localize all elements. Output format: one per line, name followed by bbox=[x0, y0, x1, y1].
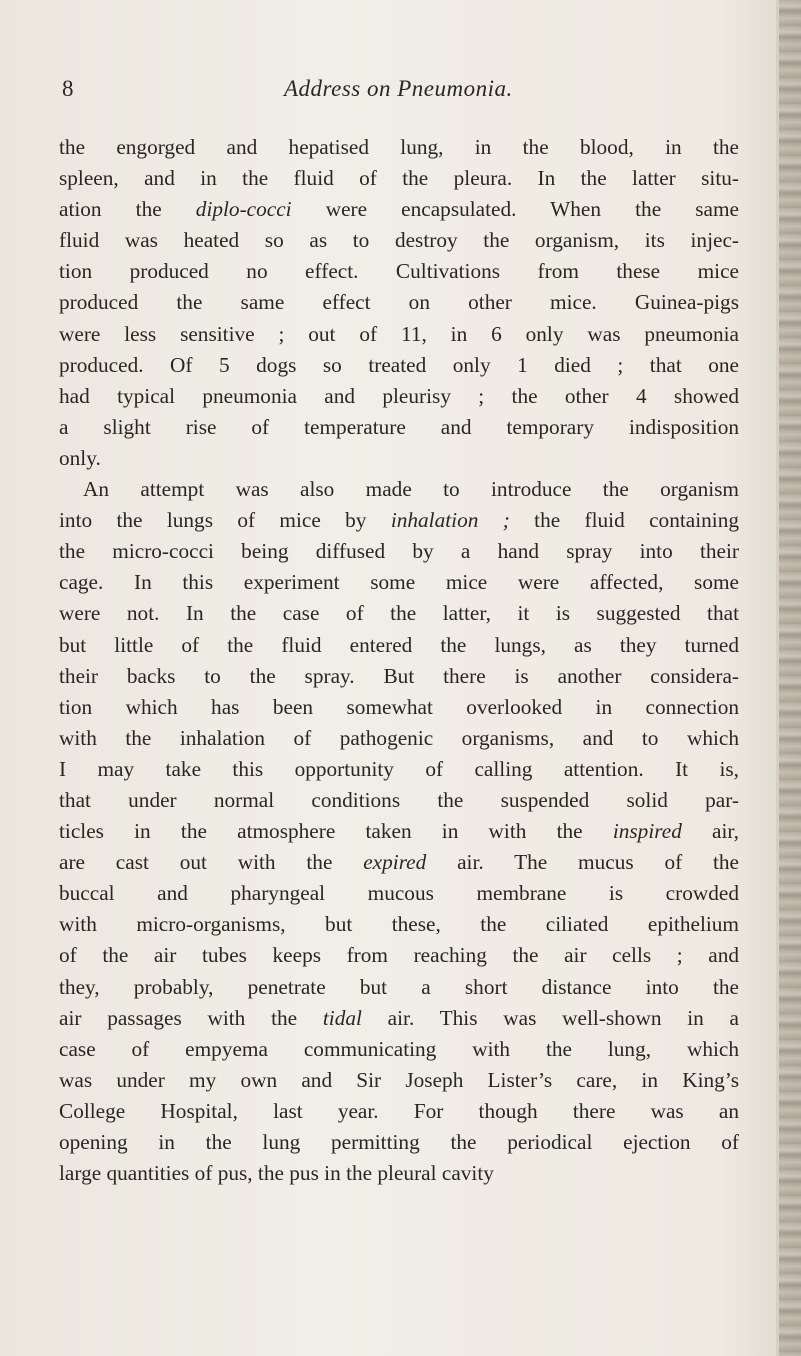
running-title: Address on Pneumonia. bbox=[284, 76, 513, 101]
text-line bbox=[59, 785, 739, 816]
text-run: ticles in the atmosphere taken in with the bbox=[59, 819, 613, 844]
text-line bbox=[59, 723, 739, 754]
text-line bbox=[59, 909, 739, 940]
text-run: were encapsulated. When the same bbox=[291, 197, 739, 222]
text-run: air, bbox=[681, 819, 739, 844]
italic-run: inhalation ; bbox=[390, 508, 510, 533]
text-run: large quantities of pus, the pus in the pleural cavity bbox=[59, 1161, 494, 1186]
text-run: with micro-organisms, but these, the ciliated epithelium bbox=[59, 912, 739, 937]
text-line bbox=[59, 661, 739, 692]
text-run: into the lungs of mice by bbox=[59, 508, 391, 533]
text-line bbox=[59, 443, 739, 474]
text-run: fluid was heated so as to destroy the organism, its injec- bbox=[59, 228, 739, 253]
text-run: air. This was well-shown in a bbox=[361, 1005, 739, 1030]
italic-run: tidal bbox=[322, 1005, 362, 1030]
text-line bbox=[59, 287, 739, 318]
text-run: spleen, and in the fluid of the pleura. In the latter situ- bbox=[59, 166, 739, 191]
italic-run: expired bbox=[363, 850, 427, 875]
text-line bbox=[59, 1034, 739, 1065]
text-line bbox=[59, 1158, 739, 1189]
text-line bbox=[59, 630, 739, 661]
text-run: are cast out with the bbox=[59, 850, 364, 875]
text-line bbox=[59, 1127, 739, 1158]
text-run: a slight rise of temperature and temporary indisposition bbox=[59, 414, 739, 439]
text-line bbox=[59, 567, 739, 598]
text-line bbox=[59, 256, 739, 287]
text-run: the fluid containing bbox=[509, 508, 739, 533]
running-head bbox=[62, 76, 742, 108]
text-line bbox=[59, 505, 739, 536]
text-run: case of empyema communicating with the lung, which bbox=[59, 1036, 739, 1061]
text-line bbox=[59, 1003, 739, 1034]
text-run: of the air tubes keeps from reaching the air cells ; and bbox=[59, 943, 739, 968]
text-line bbox=[59, 692, 739, 723]
text-run: opening in the lung permitting the periodical ejection of bbox=[59, 1130, 739, 1154]
text-run: the engorged and hepatised lung, in the blood, in the bbox=[59, 135, 739, 159]
text-line bbox=[59, 940, 739, 971]
text-line bbox=[59, 816, 739, 847]
text-run: but little of the fluid entered the lungs, as they turned bbox=[59, 632, 739, 657]
text-line bbox=[59, 972, 739, 1003]
text-line bbox=[59, 598, 739, 629]
text-run: they, probably, penetrate but a short distance into the bbox=[59, 974, 739, 999]
text-run: ation the bbox=[59, 197, 196, 222]
book-spine-edge bbox=[779, 0, 801, 1356]
text-run: with the inhalation of pathogenic organisms, and to which bbox=[59, 725, 739, 750]
italic-run: inspired bbox=[612, 819, 682, 844]
text-line bbox=[59, 474, 739, 505]
text-line bbox=[59, 1096, 739, 1127]
text-run: I may take this opportunity of calling attention. It is, bbox=[59, 756, 739, 781]
text-run: tion produced no effect. Cultivations from these mice bbox=[59, 259, 739, 284]
page-number: 8 bbox=[62, 76, 74, 101]
text-line bbox=[59, 132, 739, 163]
text-line bbox=[59, 194, 739, 225]
text-run: the micro-cocci being diffused by a hand spray into their bbox=[59, 539, 739, 564]
text-run: An attempt was also made to introduce the organism bbox=[83, 477, 739, 502]
text-run: air. The mucus of the bbox=[426, 850, 739, 875]
text-run: cage. In this experiment some mice were affected, some bbox=[59, 570, 739, 595]
text-line bbox=[59, 754, 739, 785]
text-run: air passages with the bbox=[59, 1005, 323, 1030]
text-run: were not. In the case of the latter, it is suggested that bbox=[59, 601, 739, 626]
text-run: produced. Of 5 dogs so treated only 1 died ; that one bbox=[59, 352, 739, 377]
text-run: only. bbox=[59, 445, 101, 470]
text-run: that under normal conditions the suspended solid par- bbox=[59, 787, 739, 812]
text-run: were less sensitive ; out of 11, in 6 only was pneumonia bbox=[59, 321, 739, 346]
text-line bbox=[59, 350, 739, 381]
text-run: was under my own and Sir Joseph Lister’s care, in King’s bbox=[59, 1067, 739, 1092]
text-line bbox=[59, 163, 739, 194]
text-run: produced the same effect on other mice. Guinea-pigs bbox=[59, 290, 739, 315]
text-run: College Hospital, last year. For though there was an bbox=[59, 1098, 739, 1123]
text-line bbox=[59, 847, 739, 878]
text-line bbox=[59, 319, 739, 350]
text-line bbox=[59, 878, 739, 909]
body-text bbox=[59, 132, 739, 1189]
text-line bbox=[59, 381, 739, 412]
text-run: buccal and pharyngeal mucous membrane is crowded bbox=[59, 881, 739, 906]
text-line bbox=[59, 1065, 739, 1096]
text-line bbox=[59, 412, 739, 443]
text-run: tion which has been somewhat overlooked in connection bbox=[59, 694, 739, 719]
text-line bbox=[59, 225, 739, 256]
text-line bbox=[59, 536, 739, 567]
italic-run: diplo-cocci bbox=[195, 197, 292, 222]
text-run: their backs to the spray. But there is another considera- bbox=[59, 663, 739, 688]
text-run: had typical pneumonia and pleurisy ; the other 4 showed bbox=[59, 383, 739, 408]
